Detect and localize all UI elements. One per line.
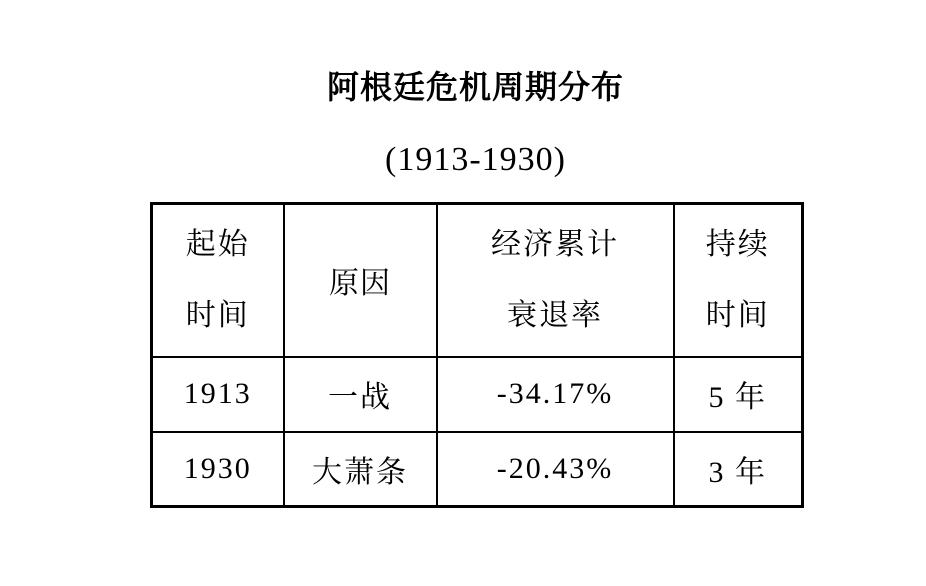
crisis-cycle-table bbox=[150, 202, 804, 508]
header-cell-duration bbox=[674, 204, 803, 357]
cell-row1-duration: 5 年 bbox=[674, 357, 803, 432]
table-header bbox=[152, 204, 803, 357]
cell-row2-cause: 大萧条 bbox=[284, 432, 437, 507]
header-start-time-line1: 起始 bbox=[185, 228, 250, 262]
header-duration-line1: 持续 bbox=[705, 228, 770, 262]
table-row-1930 bbox=[152, 432, 803, 507]
cell-row1-cause: 一战 bbox=[284, 357, 437, 432]
cell-row2-start-year: 1930 bbox=[152, 432, 284, 507]
header-cell-cumulative-decline bbox=[437, 204, 674, 357]
header-cause-label: 原因 bbox=[329, 267, 391, 301]
table-row-1913 bbox=[152, 357, 803, 432]
cell-row2-duration: 3 年 bbox=[674, 432, 803, 507]
header-row bbox=[152, 204, 803, 357]
page-subtitle: (1913-1930) bbox=[385, 141, 566, 178]
header-duration-line2: 时间 bbox=[705, 299, 770, 333]
page-title: 阿根廷危机周期分布 bbox=[326, 69, 624, 105]
cell-row1-cumulative-decline: -34.17% bbox=[437, 357, 674, 432]
header-start-time-line2: 时间 bbox=[185, 299, 250, 333]
table-body bbox=[152, 357, 803, 507]
header-cell-cause bbox=[284, 204, 437, 357]
header-cell-start-time bbox=[152, 204, 284, 357]
cell-row2-cumulative-decline: -20.43% bbox=[437, 432, 674, 507]
header-cumulative-decline-line2: 衰退率 bbox=[507, 299, 603, 333]
cell-row1-start-year: 1913 bbox=[152, 357, 284, 432]
header-cumulative-decline-line1: 经济累计 bbox=[491, 228, 619, 262]
